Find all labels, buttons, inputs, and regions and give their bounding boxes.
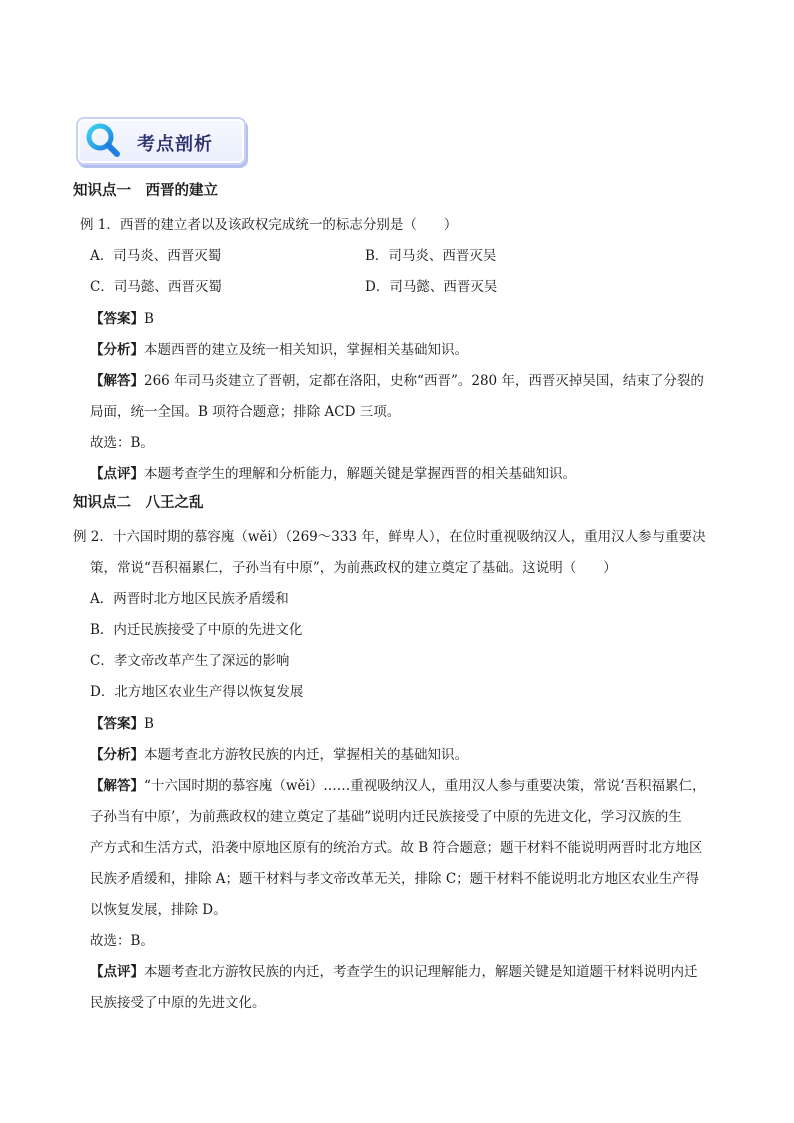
comment-1: [90, 464, 576, 484]
question-1: 例 1．西晋的建立者以及该政权完成统一的标志分别是（ ）: [80, 217, 458, 233]
solution-1-line-2: 局面，统一全国。B 项符合题意；排除 ACD 三项。: [90, 404, 401, 420]
answer-value: B: [144, 716, 154, 732]
option-2c: C．孝文帝改革产生了深远的影响: [90, 653, 290, 669]
question-2-line-1: 例 2．十六国时期的慕容廆（wěi）（269～333 年，鲜卑人），在位时重视吸纳汉人，重用汉人参与重要决: [73, 529, 706, 545]
solution-2-line-5: 以恢复发展，排除 D。: [90, 902, 227, 918]
section-heading-1: 知识点一 西晋的建立: [73, 183, 218, 199]
solution-tag: 【解答】: [90, 778, 144, 794]
question-2-line-2: 策，常说“吾积福累仁，子孙当有中原”，为前燕政权的建立奠定了基础。这说明（ ）: [90, 560, 617, 576]
magnifier-icon: [84, 121, 124, 161]
analysis-text: 本题考查北方游牧民族的内迁，掌握相关的基础知识。: [144, 747, 468, 763]
comment-text: 本题考查学生的理解和分析能力，解题关键是掌握西晋的相关基础知识。: [144, 466, 576, 482]
comment-text: 本题考查北方游牧民族的内迁，考查学生的识记理解能力，解题关键是知道题干材料说明内迁: [144, 964, 698, 980]
banner-title: 考点剖析: [137, 134, 213, 155]
option-1c: C．司马懿、西晋灭蜀: [90, 279, 222, 295]
option-2a: A．两晋时北方地区民族矛盾缓和: [90, 591, 289, 607]
option-1a: A．司马炎、西晋灭蜀: [90, 248, 222, 264]
choice-2: 故选：B。: [90, 933, 154, 949]
analysis-tag: 【分析】: [90, 342, 144, 358]
answer-value: B: [144, 311, 154, 327]
option-1b: B．司马炎、西晋灭吴: [365, 248, 497, 264]
answer-tag: 【答案】: [90, 311, 144, 327]
solution-2-line-3: 产方式和生活方式，沿袭中原地区原有的统治方式。故 B 符合题意；题干材料不能说明两晋时北方地区: [90, 840, 703, 856]
solution-2-line-2: 子孙当有中原’，为前燕政权的建立奠定了基础”说明内迁民族接受了中原的先进文化，学习汉族的生: [90, 809, 682, 825]
choice-1: 故选：B。: [90, 435, 154, 451]
solution-2-line-4: 民族矛盾缓和，排除 A；题干材料与孝文帝改革无关，排除 C；题干材料不能说明北方地区农业生产得: [90, 871, 700, 887]
analysis-tag: 【分析】: [90, 747, 144, 763]
option-2b: B．内迁民族接受了中原的先进文化: [90, 622, 303, 638]
solution-text: “十六国时期的慕容廆（wěi）……重视吸纳汉人，重用汉人参与重要决策，常说‘吾积福累仁，: [144, 778, 706, 794]
section-heading-2: 知识点二 八王之乱: [73, 495, 204, 511]
solution-tag: 【解答】: [90, 373, 144, 389]
solution-2-line-1: [90, 776, 706, 796]
analysis-2: [90, 745, 468, 765]
solution-text: 266 年司马炎建立了晋朝，定都在洛阳，史称“西晋”。280 年，西晋灭掉吴国，结束了分裂的: [144, 373, 704, 389]
analysis-text: 本题西晋的建立及统一相关知识，掌握相关基础知识。: [144, 342, 468, 358]
option-2d: D．北方地区农业生产得以恢复发展: [90, 684, 304, 700]
solution-1-line-1: [90, 371, 704, 391]
comment-tag: 【点评】: [90, 466, 144, 482]
answer-1: [90, 309, 154, 329]
comment-2-line-1: [90, 962, 698, 982]
comment-2-line-2: 民族接受了中原的先进文化。: [90, 995, 266, 1011]
comment-tag: 【点评】: [90, 964, 144, 980]
answer-tag: 【答案】: [90, 716, 144, 732]
answer-2: [90, 714, 154, 734]
analysis-1: [90, 340, 468, 360]
option-1d: D．司马懿、西晋灭吴: [365, 279, 498, 295]
